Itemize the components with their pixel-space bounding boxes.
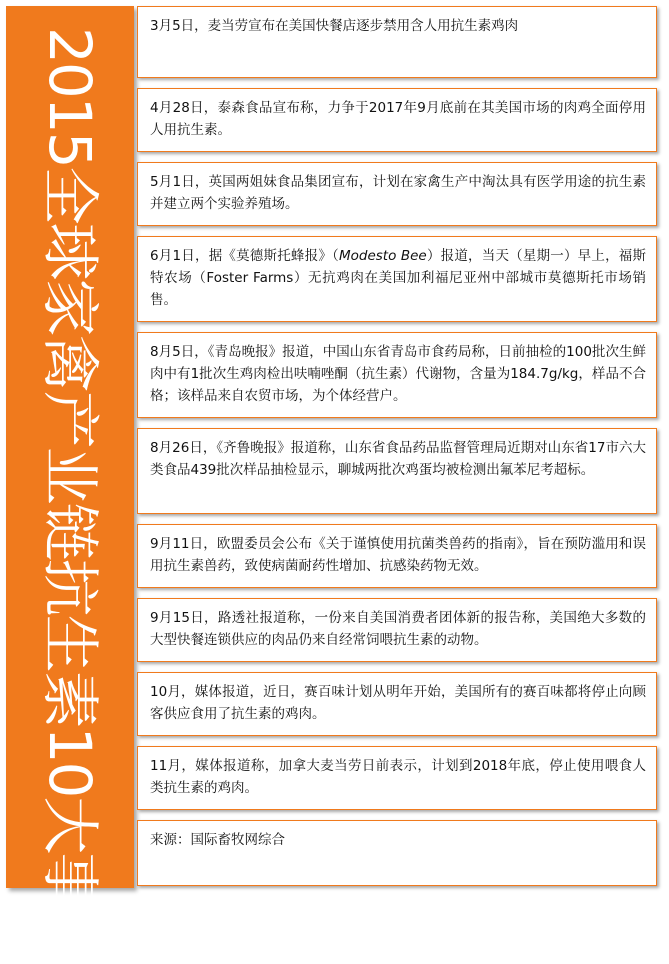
- event-item-10: [137, 746, 657, 810]
- source-text: 来源：国际畜牧网综合: [150, 832, 285, 848]
- event-item-7: [137, 524, 657, 588]
- event-text: 11月，媒体报道称，加拿大麦当劳日前表示，计划到2018年底，停止使用喂食人类抗生素的鸡肉。: [150, 758, 646, 796]
- event-item-2: [137, 88, 657, 152]
- event-text: 9月11日，欧盟委员会公布《关于谨慎使用抗菌类兽药的指南》，旨在预防滥用和误用抗生素兽药，致使病菌耐药性增加、抗感染药物无效。: [150, 536, 646, 574]
- source-box: [137, 820, 657, 886]
- event-text-italic: Modesto Bee: [338, 248, 427, 264]
- event-item-3: [137, 162, 657, 226]
- event-text: 5月1日，英国两姐妹食品集团宣布，计划在家禽生产中淘汰具有医学用途的抗生素并建立两个实验养殖场。: [150, 174, 646, 212]
- event-text: 4月28日，泰森食品宣布称，力争于2017年9月底前在其美国市场的肉鸡全面停用人用抗生素。: [150, 100, 646, 138]
- event-item-9: [137, 672, 657, 736]
- event-text-after: ）报道，当天（星期一）早上，福斯特农场（Foster Farms）无抗鸡肉在美国加利福尼亚州中部城市莫德斯托市场销售。: [150, 248, 646, 308]
- event-text: 8月26日，《齐鲁晚报》报道称，山东省食品药品监督管理局近期对山东省17市六大类食品439批次样品抽检显示，聊城两批次鸡蛋均被检测出氟苯尼考超标。: [150, 440, 646, 478]
- title-sidebar: [6, 6, 134, 964]
- event-text: 8月5日，《青岛晚报》报道，中国山东省青岛市食药局称，日前抽检的100批次生鲜肉中有1批次生鸡肉检出呋喃唑酮（抗生素）代谢物，含量为184.7g/kg，样品不合格；该样品来自农贸市场，为个体经营户。: [150, 344, 646, 404]
- event-list: [137, 6, 663, 892]
- event-text-before: 6月1日，据《莫德斯托蜂报》（: [150, 248, 339, 264]
- event-item-8: [137, 598, 657, 662]
- event-text: 10月，媒体报道，近日，赛百味计划从明年开始，美国所有的赛百味都将停止向顾客供应食用了抗生素的鸡肉。: [150, 684, 646, 722]
- event-item-4: [137, 236, 657, 322]
- event-item-6: [137, 428, 657, 514]
- page-title: 2015全球家禽产业链抗生素10大事件: [36, 27, 104, 964]
- event-item-5: [137, 332, 657, 418]
- event-text: 3月5日，麦当劳宣布在美国快餐店逐步禁用含人用抗生素鸡肉: [150, 18, 519, 34]
- event-text: 9月15日，路透社报道称，一份来自美国消费者团体新的报告称，美国绝大多数的大型快餐连锁供应的肉品仍来自经常饲喂抗生素的动物。: [150, 610, 646, 648]
- event-item-1: [137, 6, 657, 78]
